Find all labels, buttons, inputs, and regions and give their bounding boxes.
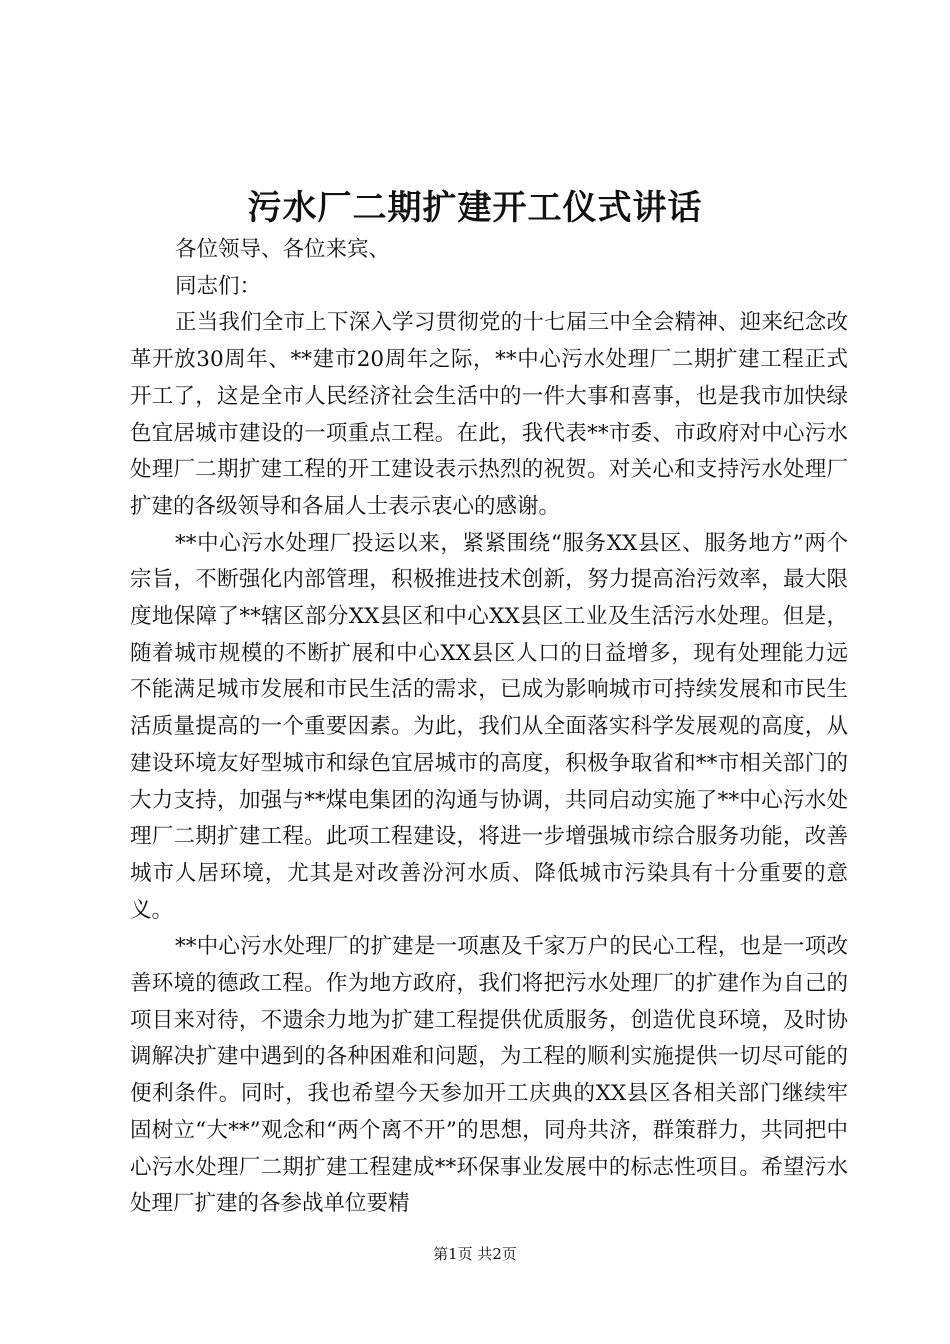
paragraph-1: 正当我们全市上下深入学习贯彻党的十七届三中全会精神、迎来纪念改革开放30周年、**建市20周年之际，**中心污水处理厂二期扩建工程正式开工了，这是全市人民经济社会生活中的一件大事和喜事，也是我市加快绿色宜居城市建设的一项重点工程。在此，我代表**市委、市政府对中心污水处理厂二期扩建工程的开工建设表示热烈的祝贺。对关心和支持污水处理厂扩建的各级领导和各届人士表示衷心的感谢。	[130, 310, 848, 519]
paragraph-2: **中心污水处理厂投运以来，紧紧围绕“服务XX县区、服务地方”两个宗旨，不断强化内部管理，积极推进技术创新，努力提高治污效率，最大限度地保障了**辖区部分XX县区和中心XX县区工业及生活污水处理。但是，随着城市规模的不断扩展和中心XX县区人口的日益增多，现有处理能力远不能满足城市发展和市民生活的需求，已成为影响城市可持续发展和市民生活质量提高的一个重要因素。为此，我们从全面落实科学发展观的高度，从建设环境友好型城市和绿色宜居城市的高度，积极争取省和**市相关部门的大力支持，加强与**煤电集团的沟通与协调，共同启动实施了**中心污水处理厂二期扩建工程。此项工程建设，将进一步增强城市综合服务功能，改善城市人居环境，尤其是对改善汾河水质、降低城市污染具有十分重要的意义。	[130, 530, 848, 923]
salutation-line-1: 各位领导、各位来宾、	[175, 237, 391, 262]
salutation-line-2: 同志们：	[175, 273, 262, 299]
document-title: 污水厂二期扩建开工仪式讲话	[247, 188, 703, 228]
paragraph-3: **中心污水处理厂的扩建是一项惠及千家万户的民心工程，也是一项改善环境的德政工程。作为地方政府，我们将把污水处理厂的扩建作为自己的项目来对待，不遗余力地为扩建工程提供优质服务，创造优良环境，及时协调解决扩建中遇到的各种困难和问题，为工程的顺利实施提供一切尽可能的便利条件。同时，我也希望今天参加开工庆典的XX县区各相关部门继续牢固树立“大**”观念和“两个离不开”的思想，同舟共济，群策群力，共同把中心污水处理厂二期扩建工程建成**环保事业发展中的标志性项目。希望污水处理厂扩建的各参战单位要精	[130, 934, 848, 1217]
page-number-footer: 第1页 共2页	[433, 1245, 517, 1263]
document-body	[130, 232, 848, 1223]
